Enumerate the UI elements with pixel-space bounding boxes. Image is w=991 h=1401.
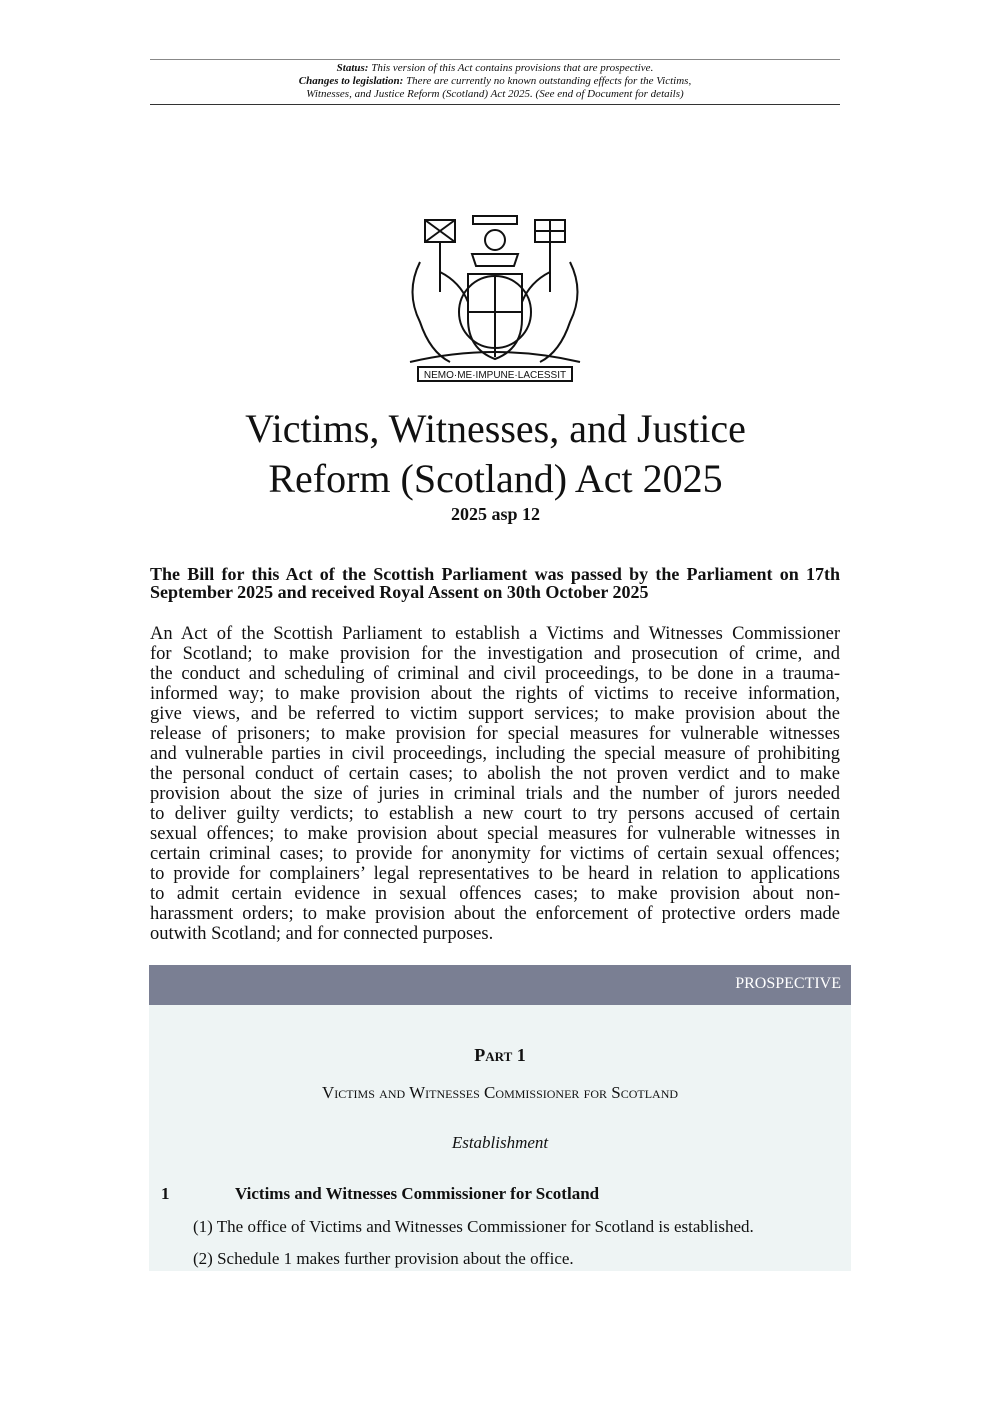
long-title-line: release of prisoners; to make provision for special measures for vulnerable witnesses [150, 724, 840, 744]
changes-text-2: Witnesses, and Justice Reform (Scotland) Act 2025. (See end of Document for details) [306, 88, 684, 100]
act-title-line-2: Reform (Scotland) Act 2025 [268, 456, 723, 501]
status-text: This version of this Act contains provisions that are prospective. [368, 62, 654, 74]
act-title [0, 404, 991, 504]
royal-arms-crest-icon [400, 212, 590, 384]
prospective-label: PROSPECTIVE [735, 975, 841, 992]
long-title-line: to provide for complainers’ legal representatives to be heard in relation to applications [150, 864, 840, 884]
long-title-line: certain criminal cases; to provide for anonymity for victims of certain sexual offences; [150, 844, 840, 864]
long-title-line: informed way; to make provision about the rights of victims to receive information, [150, 684, 840, 704]
long-title-line: the personal conduct of certain cases; to abolish the not proven verdict and to make [150, 764, 840, 784]
changes-text: There are currently no known outstanding effects for the Victims, [403, 75, 692, 87]
part-heading: Part 1 [474, 1045, 526, 1065]
act-title-line-1: Victims, Witnesses, and Justice [245, 406, 746, 451]
long-title-line: to deliver guilty verdicts; to establish a new court to try persons accused of certain [150, 804, 840, 824]
long-title-line: the conduct and scheduling of criminal and civil proceedings, to be done in a trauma- [150, 664, 840, 684]
section-title: Victims and Witnesses Commissioner for Scotland [235, 1184, 600, 1203]
long-title-line: for Scotland; to make provision for the investigation and prosecution of crime, and [150, 644, 840, 664]
long-title [150, 624, 840, 944]
long-title-line: sexual offences; to make provision about special measures for vulnerable witnesses in [150, 824, 840, 844]
long-title-line: provision about the size of juries in criminal trials and the number of jurors needed [150, 784, 840, 804]
asp-number: 2025 asp 12 [450, 504, 540, 524]
long-title-line: and vulnerable parties in civil proceedings, including the special measure of prohibiting [150, 744, 840, 764]
section-number: 1 [161, 1184, 170, 1203]
part-title: Victims and Witnesses Commissioner for Scotland [321, 1083, 679, 1102]
subsection: (2) Schedule 1 makes further provision about the office. [193, 1249, 574, 1268]
status-banner [150, 59, 840, 105]
crossheading: Establishment [451, 1133, 549, 1152]
changes-label: Changes to legislation: [298, 75, 404, 87]
long-title-line: harassment orders; to make provision about the enforcement of protective orders made [150, 904, 840, 924]
status-label: Status: [336, 62, 369, 74]
svg-text:NEMO·ME·IMPUNE·LACESSIT: NEMO·ME·IMPUNE·LACESSIT [423, 370, 567, 381]
long-title-line: outwith Scotland; and for connected purposes. [150, 924, 494, 944]
prospective-bar [149, 965, 851, 1005]
subsection: (1) The office of Victims and Witnesses Commissioner for Scotland is established. [193, 1217, 754, 1236]
long-title-line: An Act of the Scottish Parliament to establish a Victims and Witnesses Commissioner [150, 624, 840, 644]
long-title-line: to admit certain evidence in sexual offences cases; to make provision about non- [150, 884, 840, 904]
enactment-statement: The Bill for this Act of the Scottish Parliament was passed by the Parliament on 17th September 2025 and received Royal Assent on 30th October 2025 [150, 564, 840, 602]
prospective-panel [149, 1005, 851, 1271]
long-title-line: give views, and be referred to victim support services; to make provision about the [150, 704, 840, 724]
